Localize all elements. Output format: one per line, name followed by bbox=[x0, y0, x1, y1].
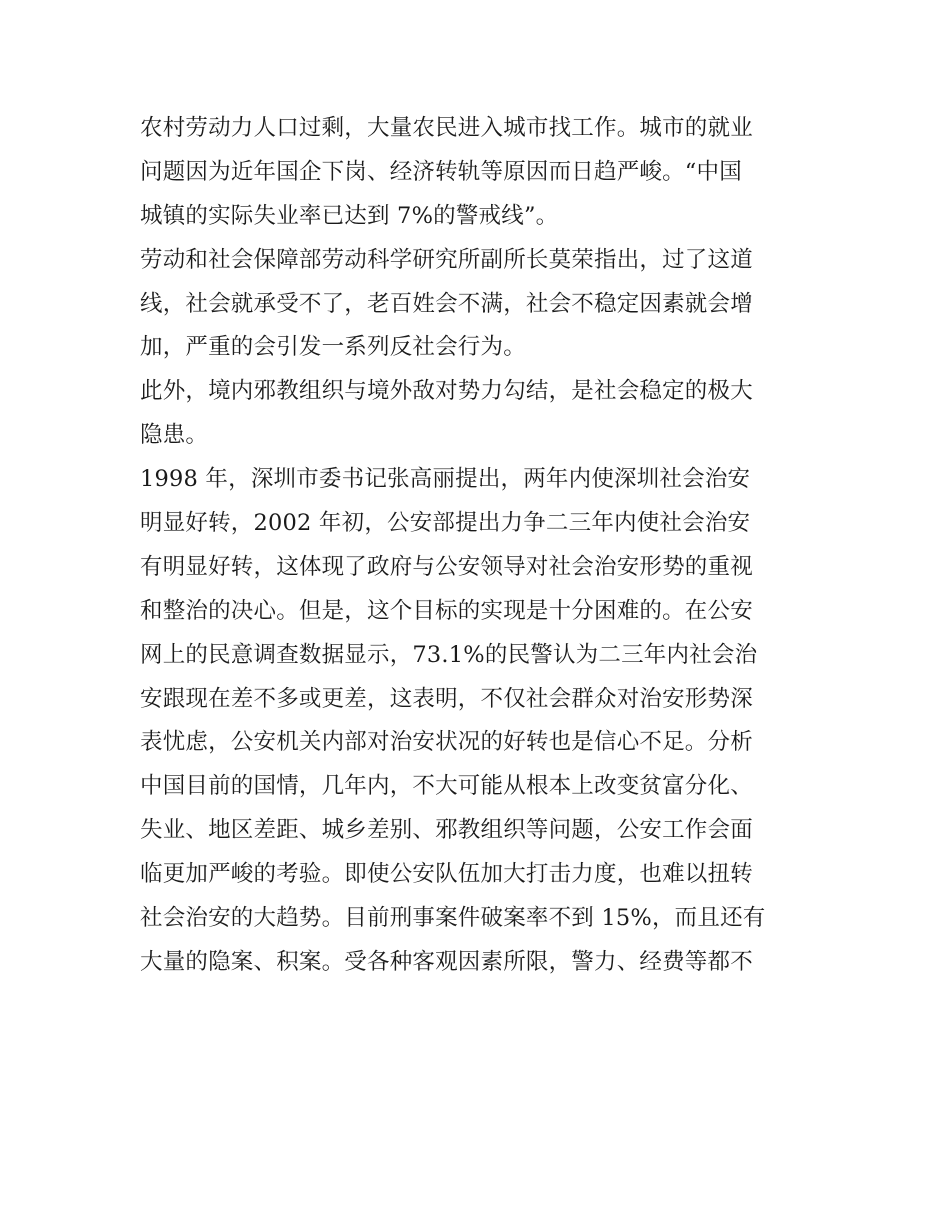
text-line: 此外，境内邪教组织与境外敌对势力勾结，是社会稳定的极大 bbox=[140, 378, 753, 405]
text-line: 表忧虑，公安机关内部对治安状况的好转也是信心不足。分析 bbox=[140, 729, 753, 756]
text-line: 失业、地区差距、城乡差别、邪教组织等问题，公安工作会面 bbox=[140, 817, 753, 844]
text-line: 安跟现在差不多或更差，这表明，不仅社会群众对治安形势深 bbox=[140, 685, 753, 712]
text-line: 劳动和社会保障部劳动科学研究所副所长莫荣指出，过了这道 bbox=[140, 246, 753, 273]
text-line: 有明显好转，这体现了政府与公安领导对社会治安形势的重视 bbox=[140, 553, 753, 580]
text-line: 网上的民意调查数据显示，73.1%的民警认为二三年内社会治 bbox=[140, 641, 758, 668]
text-line: 加，严重的会引发一系列反社会行为。 bbox=[140, 334, 526, 361]
text-line: 1998 年，深圳市委书记张高丽提出，两年内使深圳社会治安 bbox=[140, 466, 751, 493]
text-line: 临更加严峻的考验。即使公安队伍加大打击力度，也难以扭转 bbox=[140, 861, 753, 888]
text-line: 隐患。 bbox=[140, 422, 209, 449]
text-line: 线，社会就承受不了，老百姓会不满，社会不稳定因素就会增 bbox=[140, 290, 753, 317]
text-line: 明显好转，2002 年初，公安部提出力争二三年内使社会治安 bbox=[140, 510, 751, 537]
text-line: 中国目前的国情，几年内，不大可能从根本上改变贫富分化、 bbox=[140, 773, 753, 800]
text-line: 社会治安的大趋势。目前刑事案件破案率不到 15%，而且还有 bbox=[140, 905, 766, 932]
text-line: 大量的隐案、积案。受各种客观因素所限，警力、经费等都不 bbox=[140, 948, 753, 975]
text-line: 农村劳动力人口过剩，大量农民进入城市找工作。城市的就业 bbox=[140, 115, 753, 141]
text-line: 和整治的决心。但是，这个目标的实现是十分困难的。在公安 bbox=[140, 597, 753, 624]
text-line: 城镇的实际失业率已达到 7%的警戒线”。 bbox=[140, 202, 559, 229]
text-line: 问题因为近年国企下岗、经济转轨等原因而日趋严峻。“中国 bbox=[140, 158, 742, 185]
document-body bbox=[140, 107, 820, 985]
